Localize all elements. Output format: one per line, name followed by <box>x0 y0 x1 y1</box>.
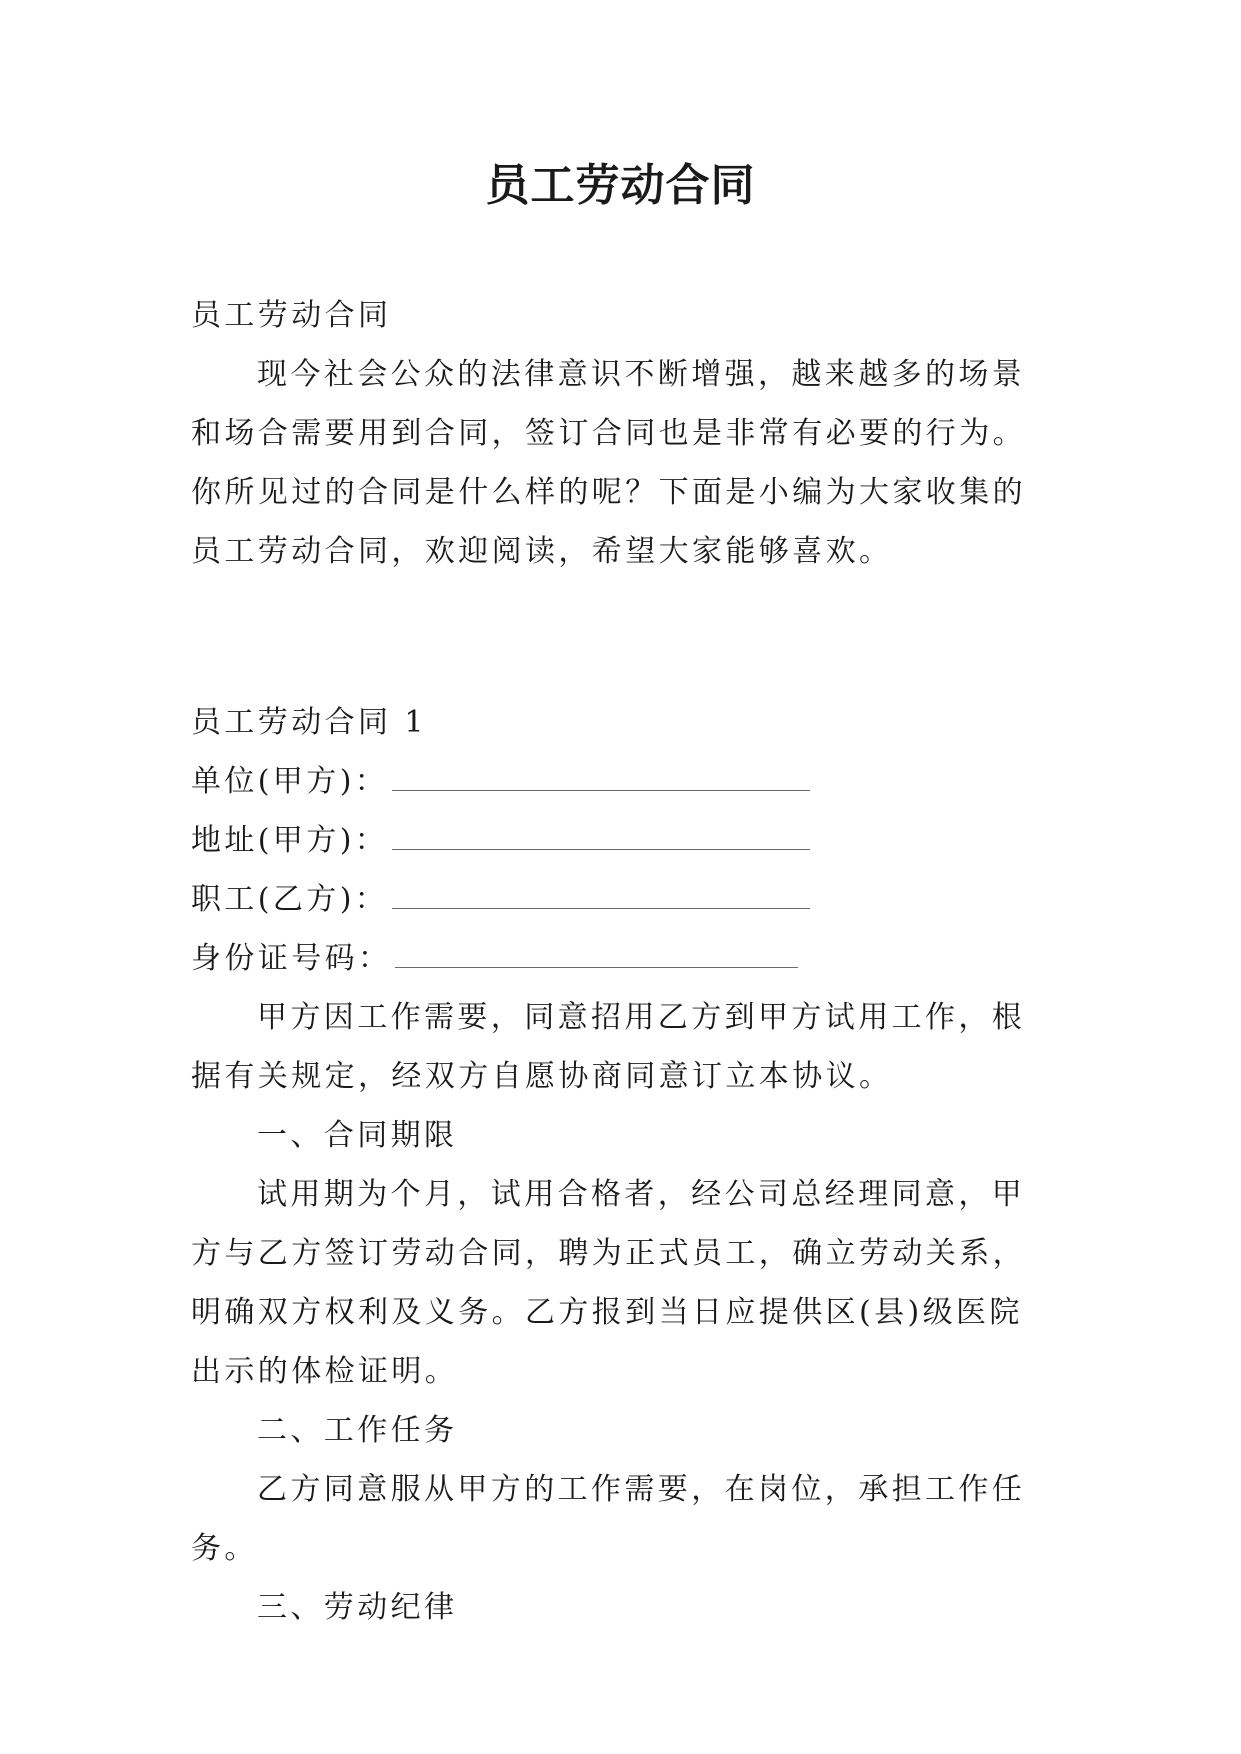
intro-heading: 员工劳动合同 <box>191 298 392 333</box>
field-blank-employee <box>392 886 810 909</box>
document-body <box>191 286 1051 1637</box>
document-title: 员工劳动合同 <box>485 160 756 211</box>
field-label-employee: 职工(乙方)： <box>191 882 389 917</box>
field-row-employee <box>191 870 1051 929</box>
clause-text-tasks: 乙方同意服从甲方的工作需要，在岗位，承担工作任务。 <box>191 1472 1026 1566</box>
field-row-address <box>191 811 1051 870</box>
section-heading: 员工劳动合同 1 <box>191 705 427 740</box>
section-spacer <box>191 581 1051 693</box>
clause-heading-tasks: 二、工作任务 <box>257 1413 458 1448</box>
field-label-address: 地址(甲方)： <box>191 823 389 858</box>
field-blank-id-number <box>395 945 798 968</box>
intro-paragraph: 现今社会公众的法律意识不断增强，越来越多的场景和场合需要用到合同，签订合同也是非常有必要的行为。你所见过的合同是什么样的呢？下面是小编为大家收集的员工劳动合同，欢迎阅读，希望大家能够喜欢。 <box>191 357 1026 569</box>
field-label-id-number: 身份证号码： <box>191 941 392 976</box>
field-label-employer: 单位(甲方)： <box>191 764 389 799</box>
field-blank-employer <box>392 768 810 791</box>
field-blank-address <box>392 827 810 850</box>
field-row-employer <box>191 752 1051 811</box>
clause-heading-term: 一、合同期限 <box>257 1118 458 1153</box>
clause-text-term: 试用期为个月，试用合格者，经公司总经理同意，甲方与乙方签订劳动合同，聘为正式员工，确立劳动关系，明确双方权利及义务。乙方报到当日应提供区(县)级医院出示的体检证明。 <box>191 1177 1026 1389</box>
agreement-paragraph: 甲方因工作需要，同意招用乙方到甲方试用工作，根据有关规定，经双方自愿协商同意订立本协议。 <box>191 1000 1026 1094</box>
field-row-id-number <box>191 929 1051 988</box>
clause-heading-discipline: 三、劳动纪律 <box>257 1590 458 1625</box>
